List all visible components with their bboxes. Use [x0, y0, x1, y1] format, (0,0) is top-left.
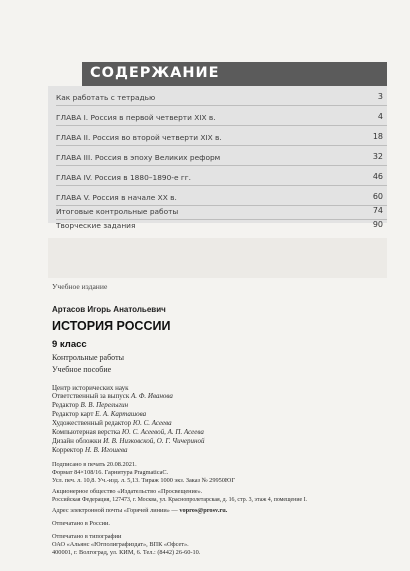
printer-1: Отпечатано в типографии: [52, 533, 122, 540]
credit-role: Компьютерная верстка: [52, 428, 121, 436]
credit-role: Дизайн обложки: [52, 437, 102, 445]
toc-row-page: 74: [372, 206, 383, 215]
toc-row: [48, 106, 387, 126]
bleed-through-area: [48, 238, 387, 278]
credit-role: Ответственный за выпуск: [52, 392, 130, 400]
toc-row-page: 3: [377, 92, 383, 101]
toc-row-page: 4: [377, 112, 383, 121]
credit-line: [52, 446, 127, 455]
author: Артасов Игорь Анатольевич: [52, 305, 166, 314]
toc-row-label: Итоговые контрольные работы: [56, 207, 179, 216]
toc-row-page: 18: [372, 132, 383, 141]
credit-line: [52, 410, 146, 419]
credit-name: Е. А. Карташова: [95, 410, 147, 418]
center: Центр исторических наук: [52, 384, 129, 392]
print-info-2: Формат 84×108/16. Гарнитура PragmaticaC.: [52, 469, 169, 476]
publisher-2: Российская Федерация, 127473, г. Москва, ул. Краснопролетарская, д. 16, стр. 3, этаж 4, помещение I.: [52, 497, 307, 503]
credit-role: Редактор карт: [52, 410, 94, 418]
hotline: [52, 507, 227, 515]
toc-row-label: ГЛАВА III. Россия в эпоху Великих реформ: [56, 153, 221, 162]
grade: 9 класс: [52, 339, 87, 350]
credit-role: Редактор: [52, 401, 79, 409]
credit-name: Н. В. Игошева: [84, 446, 128, 454]
toc-row-page: 60: [372, 192, 383, 201]
subtitle-2: Учебное пособие: [52, 365, 112, 374]
hotline-label: Адрес электронной почты «Горячей линии» —: [52, 507, 178, 514]
toc-row-page: 46: [372, 172, 383, 181]
hotline-email: vopros@prosv.ru.: [179, 507, 228, 514]
credit-role: Корректор: [52, 446, 84, 454]
credit-name: И. В. Низковской, О. Г. Чичериной: [103, 437, 205, 445]
toc-row-label: ГЛАВА II. Россия во второй четверти XIX в.: [56, 133, 222, 142]
toc-row: [48, 86, 387, 106]
print-info-1: Подписано в печать 20.08.2021.: [52, 461, 137, 468]
toc-row: [48, 146, 387, 166]
toc-row-label: ГЛАВА I. Россия в первой четверти XIX в.: [56, 113, 216, 122]
print-info-3: Усл. печ. л. 10,8. Уч.-изд. л. 5,13. Тираж 1000 экз. Заказ № 29950ЮГ: [52, 477, 236, 484]
edition-type: Учебное издание: [52, 282, 108, 291]
toc-row-label: ГЛАВА V. Россия в начале XX в.: [56, 193, 177, 202]
credit-name: Ю. С. Асеевой, А. П. Асеева: [121, 428, 204, 436]
toc-heading: СОДЕРЖАНИЕ: [90, 65, 220, 81]
printer-3: 400001, г. Волгоград, ул. КИМ, 6. Тел.: (8442) 26-60-10.: [52, 549, 201, 556]
credit-line: [52, 392, 173, 401]
credit-name: В. В. Перелыгин: [80, 401, 129, 409]
toc-row: [48, 126, 387, 146]
printed-in: Отпечатано в России.: [52, 520, 110, 527]
credit-line: [52, 437, 205, 446]
toc-heading-bar: [82, 62, 387, 86]
subtitle-1: Контрольные работы: [52, 353, 124, 362]
credit-line: [52, 419, 172, 428]
credit-name: Ю. С. Асеева: [132, 419, 172, 427]
toc-row-label: Творческие задания: [56, 221, 136, 230]
credit-role: Художественный редактор: [52, 419, 132, 427]
toc-row: [48, 166, 387, 186]
credit-line: [52, 401, 128, 410]
printer-2: ОАО «Альянс «Югполиграфиздат», ВПК «Офсет».: [52, 541, 189, 548]
book-title: ИСТОРИЯ РОССИИ: [52, 319, 171, 333]
credit-line: [52, 428, 204, 437]
toc-row: [48, 214, 387, 228]
toc-row-page: 32: [372, 152, 383, 161]
toc-row-label: Как работать с тетрадью: [56, 93, 156, 102]
toc-row-label: ГЛАВА IV. Россия в 1880–1890-е гг.: [56, 173, 191, 182]
toc-row-page: 90: [372, 220, 383, 229]
publisher-1: Акционерное общество «Издательство «Просвещение».: [52, 488, 203, 495]
credit-name: А. Ф. Иванова: [131, 392, 173, 400]
